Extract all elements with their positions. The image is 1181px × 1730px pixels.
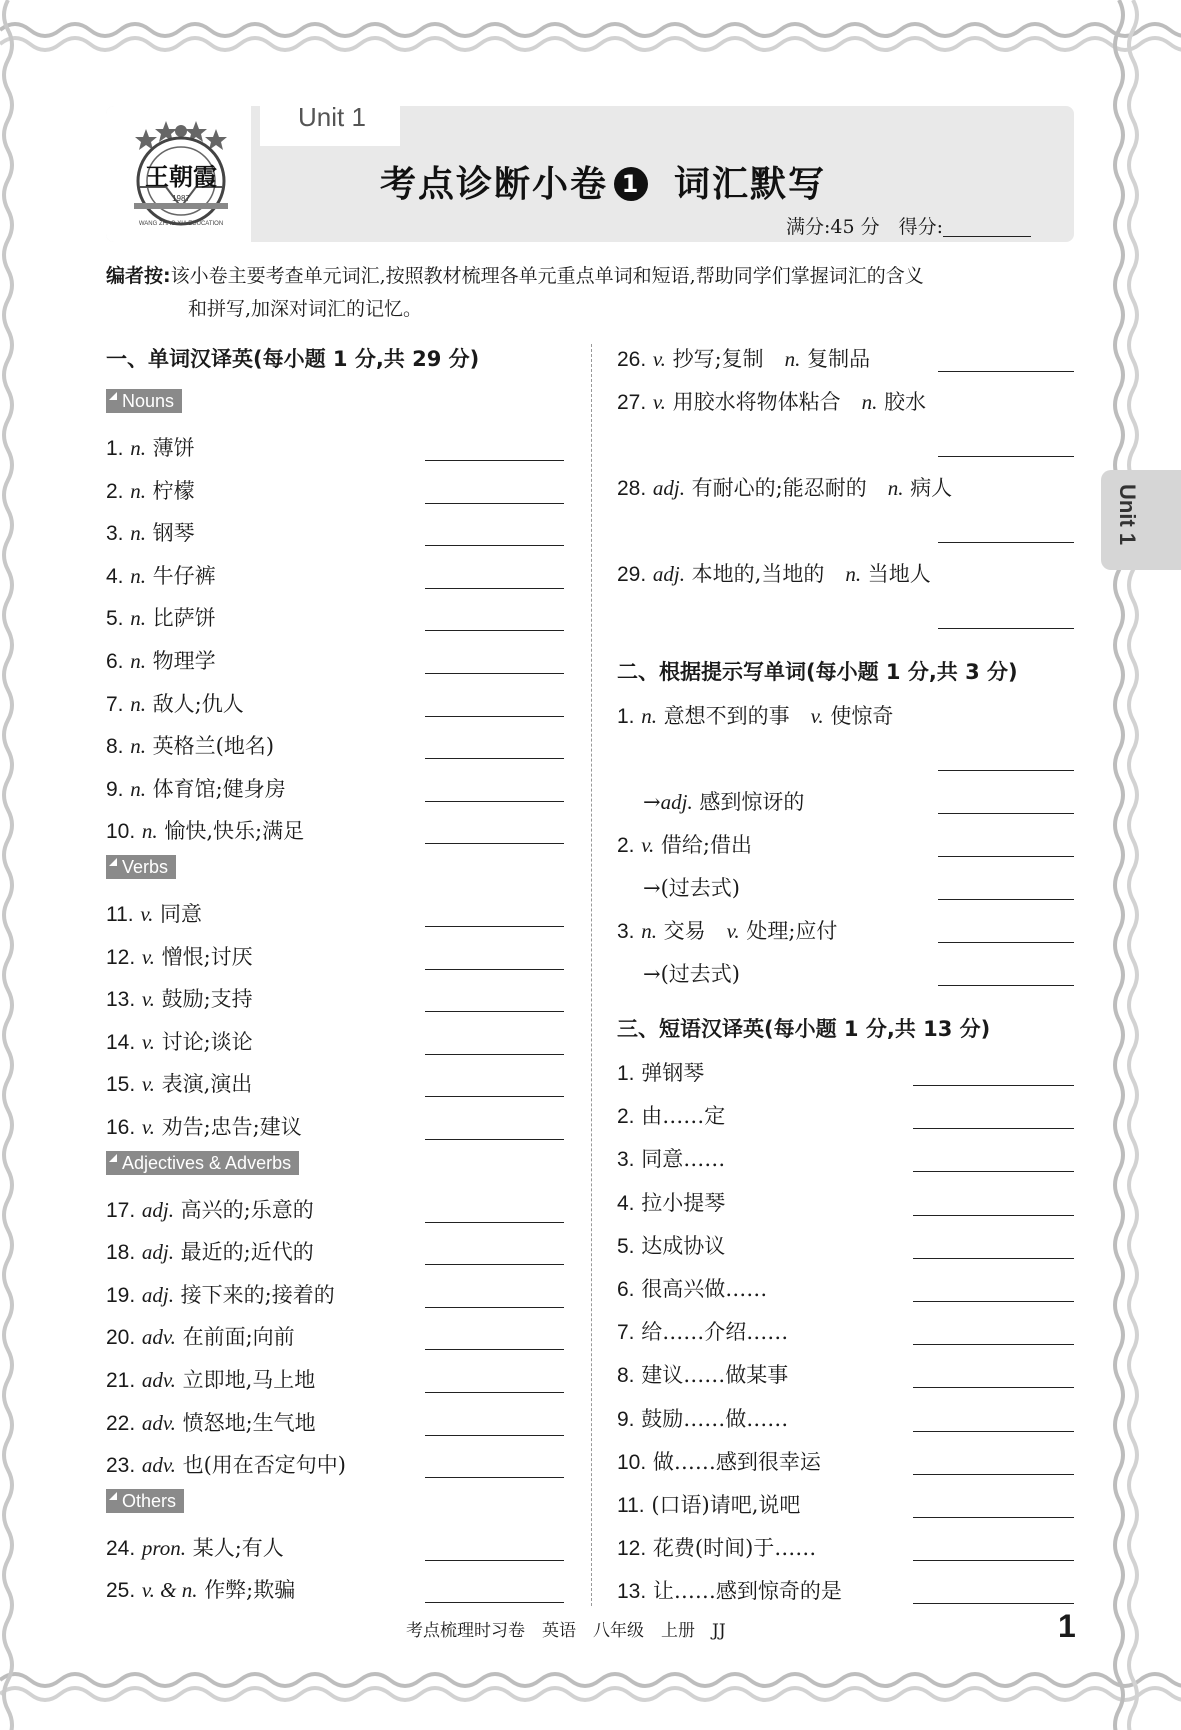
logo-ring-text: WANG ZHAO XIA EDUCATION: [138, 221, 224, 227]
answer-blank[interactable]: [938, 542, 1074, 543]
vocab-item: [106, 645, 216, 675]
part-of-speech: v.: [141, 944, 155, 969]
item-number: 3.: [617, 1148, 635, 1172]
answer-blank[interactable]: [425, 1139, 564, 1140]
editor-note: [106, 260, 1076, 326]
item-number: 13.: [617, 1580, 647, 1604]
phrase-item: [617, 1359, 788, 1389]
past-tense-hint: →(过去式): [643, 876, 740, 900]
item-number: 4.: [106, 564, 124, 588]
item-meaning: 表演,演出: [161, 1072, 253, 1097]
item-meaning: 牛仔裤: [152, 563, 216, 588]
item-number: 1.: [617, 705, 635, 728]
item-meaning: 物理学: [152, 649, 216, 673]
vocab-item: [106, 773, 286, 803]
answer-blank[interactable]: [425, 630, 564, 631]
part-of-speech: v.: [641, 833, 655, 857]
item-meaning: 英格兰(地名): [152, 734, 275, 759]
part-of-speech-2: v.: [810, 704, 824, 728]
part-of-speech: adj.: [660, 790, 693, 814]
item-number: 3.: [617, 920, 635, 943]
vocab-item: [106, 1574, 295, 1604]
item-meaning: 高兴的;乐意的: [180, 1197, 314, 1222]
vocab-item: [106, 1532, 284, 1562]
part-of-speech: adj.: [652, 562, 685, 586]
vocab-item: [106, 941, 253, 971]
item-number: 28.: [617, 477, 647, 500]
item-meaning-2: 处理;应付: [746, 919, 838, 943]
vocab-item: [106, 560, 216, 590]
answer-blank[interactable]: [913, 1258, 1074, 1259]
answer-blank[interactable]: [425, 1392, 564, 1393]
phrase-item: [617, 1100, 725, 1130]
answer-blank[interactable]: [425, 1054, 564, 1055]
part-of-speech: n.: [130, 691, 146, 716]
item-number: 6.: [617, 1278, 635, 1301]
item-meaning: 愉快,快乐;满足: [164, 819, 305, 844]
item-number: 2.: [617, 1105, 635, 1129]
side-unit-tab: [1101, 470, 1181, 570]
phrase-item: [617, 1057, 704, 1087]
part-of-speech: pron.: [141, 1535, 187, 1560]
item-number: 2.: [106, 479, 124, 503]
wavy-border-top: [0, 0, 1181, 70]
part-of-speech: v.: [141, 987, 155, 1012]
phrase-item: [617, 1187, 725, 1217]
part-of-speech: n.: [130, 606, 146, 631]
answer-blank[interactable]: [425, 1307, 564, 1308]
section3-title: 三、短语汉译英(每小题 1 分,共 13 分): [617, 1017, 991, 1041]
vocab-item: [106, 517, 195, 547]
item-number: 1.: [106, 437, 124, 460]
category-tag: Others: [106, 1489, 184, 1513]
vocab-item: [106, 1236, 314, 1266]
hint-subitem: [643, 786, 804, 816]
vocab-item: [617, 386, 926, 416]
answer-blank[interactable]: [425, 1560, 564, 1561]
part-of-speech: adv.: [141, 1325, 176, 1350]
answer-blank[interactable]: [425, 1602, 564, 1603]
item-meaning: 同意: [160, 902, 203, 926]
answer-blank[interactable]: [425, 545, 564, 546]
part-of-speech: v.: [140, 902, 154, 926]
hint-subitem: [643, 872, 740, 902]
part-of-speech-2: n.: [784, 347, 801, 371]
part-of-speech: adj.: [652, 476, 685, 500]
part-of-speech: n.: [641, 704, 657, 728]
item-number: 5.: [617, 1234, 635, 1258]
item-meaning: 有耐心的;能忍耐的: [691, 476, 867, 500]
vocab-item: [106, 1279, 335, 1309]
item-number: 27.: [617, 391, 647, 414]
part-of-speech: n.: [130, 478, 146, 503]
item-number: 10.: [106, 820, 136, 844]
item-number: 9.: [617, 1407, 635, 1431]
score-text: 满分:45 分 得分:: [786, 216, 944, 238]
answer-blank[interactable]: [425, 969, 564, 970]
item-meaning: 愤怒地;生气地: [182, 1410, 316, 1435]
part-of-speech: v. & n.: [141, 1578, 198, 1603]
answer-blank[interactable]: [913, 1517, 1074, 1518]
item-meaning-2: 胶水: [884, 390, 927, 414]
item-number: 1.: [617, 1062, 635, 1085]
vocab-item: [106, 432, 195, 462]
item-number: 19.: [106, 1283, 136, 1307]
part-of-speech: v.: [652, 347, 666, 371]
phrase-item: [617, 1403, 788, 1433]
answer-blank[interactable]: [425, 801, 564, 802]
title-number-badge: 1: [614, 167, 648, 201]
item-meaning: 同意……: [641, 1147, 726, 1172]
vocab-item: [617, 343, 870, 373]
answer-blank[interactable]: [425, 503, 564, 504]
vocab-item: [106, 1364, 315, 1394]
editor-note-line2: 和拼写,加深对词汇的记忆。: [188, 298, 423, 320]
category-tag: Nouns: [106, 389, 182, 413]
vocab-item: [617, 558, 931, 588]
answer-blank[interactable]: [913, 1387, 1074, 1388]
part-of-speech: n.: [130, 776, 146, 801]
item-number: 13.: [106, 988, 136, 1012]
answer-blank[interactable]: [938, 456, 1074, 457]
part-of-speech: adv.: [141, 1453, 176, 1478]
vocab-item: [106, 1407, 316, 1437]
item-meaning: 在前面;向前: [182, 1325, 295, 1350]
item-meaning: 让……感到惊奇的是: [652, 1579, 842, 1604]
answer-blank[interactable]: [938, 813, 1074, 814]
item-meaning-2: 病人: [910, 476, 953, 500]
part-of-speech: adj.: [141, 1282, 174, 1307]
answer-blank[interactable]: [913, 1085, 1074, 1086]
item-number: 10.: [617, 1450, 647, 1474]
answer-blank[interactable]: [938, 770, 1074, 771]
item-number: 7.: [617, 1321, 635, 1345]
part-of-speech: adj.: [141, 1240, 174, 1265]
answer-blank[interactable]: [425, 716, 564, 717]
item-number: 2.: [617, 834, 635, 857]
answer-blank[interactable]: [913, 1128, 1074, 1129]
answer-blank[interactable]: [938, 899, 1074, 900]
part-of-speech: n.: [130, 436, 146, 460]
answer-blank[interactable]: [913, 1431, 1074, 1432]
item-meaning: 弹钢琴: [641, 1061, 705, 1085]
phrase-item: [617, 1273, 767, 1303]
item-meaning: 本地的,当地的: [691, 562, 825, 586]
item-number: 7.: [106, 692, 124, 716]
wavy-border-left: [0, 0, 22, 1730]
item-number: 18.: [106, 1241, 136, 1265]
arrow: →: [643, 790, 661, 814]
phrase-item: [617, 1143, 725, 1173]
item-number: 11.: [106, 903, 134, 926]
part-of-speech: adj.: [141, 1197, 174, 1222]
section1-title: 一、单词汉译英(每小题 1 分,共 29 分): [106, 347, 480, 371]
item-number: 22.: [106, 1411, 136, 1435]
hint-item: [617, 700, 893, 730]
logo-year-text: 1987: [172, 194, 190, 203]
answer-blank[interactable]: [425, 1477, 564, 1478]
item-meaning: 钢琴: [152, 521, 195, 546]
logo-name-text: 王朝霞: [145, 162, 217, 191]
vocab-item: [106, 1194, 314, 1224]
answer-blank[interactable]: [425, 673, 564, 674]
item-number: 16.: [106, 1116, 136, 1139]
part-of-speech: n.: [141, 819, 158, 844]
answer-blank[interactable]: [425, 758, 564, 759]
item-meaning: 花费(时间)于……: [652, 1536, 817, 1561]
score-line: [786, 212, 1031, 239]
part-of-speech: n.: [130, 649, 146, 673]
column-divider: [591, 344, 592, 1606]
item-meaning: 抄写;复制: [672, 347, 764, 371]
wavy-border-right: [1095, 0, 1181, 1730]
part-of-speech-2: n.: [887, 476, 904, 500]
item-meaning: 建议……做某事: [641, 1363, 789, 1388]
score-blank[interactable]: [943, 219, 1031, 237]
item-number: 11.: [617, 1494, 645, 1517]
past-tense-hint: →(过去式): [643, 962, 740, 986]
phrase-item: [617, 1532, 816, 1562]
item-meaning: 体育馆;健身房: [152, 776, 286, 801]
item-number: 8.: [617, 1364, 635, 1388]
vocab-item: [106, 1111, 302, 1141]
vocab-item: [106, 1449, 346, 1479]
item-number: 5.: [106, 607, 124, 631]
item-meaning: 鼓励……做……: [641, 1406, 789, 1431]
vocab-item: [106, 730, 274, 760]
item-meaning: 交易: [663, 919, 706, 943]
answer-blank[interactable]: [913, 1301, 1074, 1302]
answer-blank[interactable]: [913, 1215, 1074, 1216]
answer-blank[interactable]: [425, 460, 564, 461]
category-tag: Adjectives & Adverbs: [106, 1151, 299, 1175]
part-of-speech: n.: [130, 521, 146, 546]
part-of-speech: v.: [141, 1029, 155, 1054]
vocab-item: [106, 815, 304, 845]
item-meaning: 敌人;仇人: [152, 691, 244, 716]
part-of-speech: v.: [652, 390, 666, 414]
item-meaning: 接下来的;接着的: [180, 1282, 335, 1307]
item-number: 8.: [106, 735, 124, 759]
item-meaning: 由……定: [641, 1104, 726, 1129]
phrase-item: [617, 1230, 725, 1260]
item-meaning: 鼓励;支持: [161, 987, 253, 1012]
side-unit-tab-label: Unit 1: [1115, 484, 1140, 546]
item-number: 21.: [106, 1369, 136, 1392]
item-number: 3.: [106, 522, 124, 546]
part-of-speech: n.: [130, 563, 146, 588]
phrase-item: [617, 1489, 800, 1519]
editor-note-line1: 该小卷主要考查单元词汇,按照教材梳理各单元重点单词和短语,帮助同学们掌握词汇的含义: [170, 265, 924, 287]
item-meaning: 讨论;谈论: [161, 1029, 253, 1054]
part-of-speech-2: n.: [861, 390, 878, 414]
answer-blank[interactable]: [913, 1603, 1074, 1604]
item-meaning: 最近的;近代的: [180, 1240, 314, 1265]
item-number: 12.: [617, 1537, 647, 1561]
item-number: 17.: [106, 1198, 136, 1222]
answer-blank[interactable]: [938, 371, 1074, 372]
answer-blank[interactable]: [425, 588, 564, 589]
page-title: [380, 156, 826, 207]
answer-blank[interactable]: [938, 628, 1074, 629]
item-meaning: 很高兴做……: [641, 1277, 768, 1301]
vocab-item: [106, 898, 202, 928]
answer-blank[interactable]: [938, 985, 1074, 986]
item-meaning: 用胶水将物体粘合: [672, 390, 841, 414]
answer-blank[interactable]: [913, 1344, 1074, 1345]
vocab-item: [106, 1068, 252, 1098]
item-number: 15.: [106, 1073, 136, 1097]
phrase-item: [617, 1575, 842, 1605]
item-meaning: 借给;借出: [660, 833, 752, 857]
answer-blank[interactable]: [913, 1560, 1074, 1561]
item-meaning: 给……介绍……: [641, 1320, 789, 1345]
item-meaning: 比萨饼: [152, 606, 216, 631]
editor-note-lead: 编者按:: [106, 265, 171, 287]
answer-blank[interactable]: [938, 856, 1074, 857]
hint-item: [617, 829, 752, 859]
item-number: 25.: [106, 1579, 136, 1603]
section2-title: 二、根据提示写单词(每小题 1 分,共 3 分): [617, 660, 1018, 684]
item-meaning: 某人;有人: [192, 1535, 284, 1560]
answer-blank[interactable]: [938, 942, 1074, 943]
part-of-speech: n.: [641, 919, 657, 943]
vocab-item: [106, 688, 244, 718]
item-number: 26.: [617, 348, 647, 371]
footer-text: 考点梳理时习卷 英语 八年级 上册 JJ: [406, 1621, 726, 1641]
item-number: 20.: [106, 1326, 136, 1350]
item-number: 4.: [617, 1191, 635, 1215]
hint-subitem: [643, 958, 740, 988]
answer-blank[interactable]: [425, 1011, 564, 1012]
title-prefix: 考点诊断小卷: [380, 164, 609, 205]
part-of-speech: adv.: [141, 1410, 176, 1435]
item-meaning: 也(用在否定句中): [182, 1453, 346, 1478]
phrase-item: [617, 1446, 821, 1476]
hint-item: [617, 915, 837, 945]
answer-blank[interactable]: [425, 1222, 564, 1223]
answer-blank[interactable]: [425, 1349, 564, 1350]
item-number: 12.: [106, 945, 136, 969]
item-meaning: 立即地,马上地: [182, 1368, 316, 1392]
part-of-speech-2: n.: [845, 562, 862, 586]
answer-blank[interactable]: [425, 843, 564, 844]
category-tag: Verbs: [106, 855, 176, 879]
phrase-item: [617, 1316, 788, 1346]
item-meaning: 拉小提琴: [641, 1190, 726, 1215]
item-meaning: 意想不到的事: [663, 704, 790, 728]
item-meaning: 柠檬: [152, 478, 195, 503]
answer-blank[interactable]: [913, 1171, 1074, 1172]
vocab-item: [106, 475, 195, 505]
item-number: 24.: [106, 1536, 136, 1560]
item-number: 23.: [106, 1454, 136, 1478]
item-meaning-2: 复制品: [807, 347, 871, 371]
wavy-border-bottom: [0, 1658, 1181, 1730]
part-of-speech: v.: [141, 1072, 155, 1097]
answer-blank[interactable]: [913, 1474, 1074, 1475]
part-of-speech: v.: [141, 1115, 155, 1139]
item-meaning: 薄饼: [152, 436, 195, 460]
answer-blank[interactable]: [425, 1435, 564, 1436]
item-meaning: 憎恨;讨厌: [161, 944, 253, 969]
item-number: 29.: [617, 563, 647, 586]
publisher-logo: [126, 115, 236, 233]
part-of-speech-2: v.: [726, 919, 740, 943]
page-number: 1: [1058, 1608, 1076, 1644]
item-meaning: 达成协议: [641, 1233, 726, 1258]
vocab-item: [106, 602, 216, 632]
item-meaning-2: 使惊奇: [830, 704, 894, 728]
item-meaning: 劝告;忠告;建议: [161, 1115, 302, 1139]
item-meaning-2: 当地人: [867, 562, 931, 586]
vocab-item: [617, 472, 952, 502]
answer-blank[interactable]: [425, 926, 564, 927]
item-meaning: 做……感到很幸运: [652, 1449, 821, 1474]
item-number: 6.: [106, 650, 124, 673]
answer-blank[interactable]: [425, 1096, 564, 1097]
item-number: 14.: [106, 1030, 136, 1054]
vocab-item: [106, 1026, 253, 1056]
vocab-item: [106, 1321, 295, 1351]
title-suffix: 词汇默写: [674, 164, 827, 205]
unit-label: Unit 1: [298, 102, 366, 132]
answer-blank[interactable]: [425, 1264, 564, 1265]
item-meaning: 作弊;欺骗: [204, 1578, 296, 1603]
vocab-item: [106, 983, 253, 1013]
item-meaning: (口语)请吧,说吧: [651, 1493, 801, 1517]
part-of-speech: n.: [130, 734, 146, 759]
part-of-speech: adv.: [141, 1368, 176, 1392]
item-number: 9.: [106, 777, 124, 801]
item-meaning: 感到惊讶的: [699, 790, 805, 814]
